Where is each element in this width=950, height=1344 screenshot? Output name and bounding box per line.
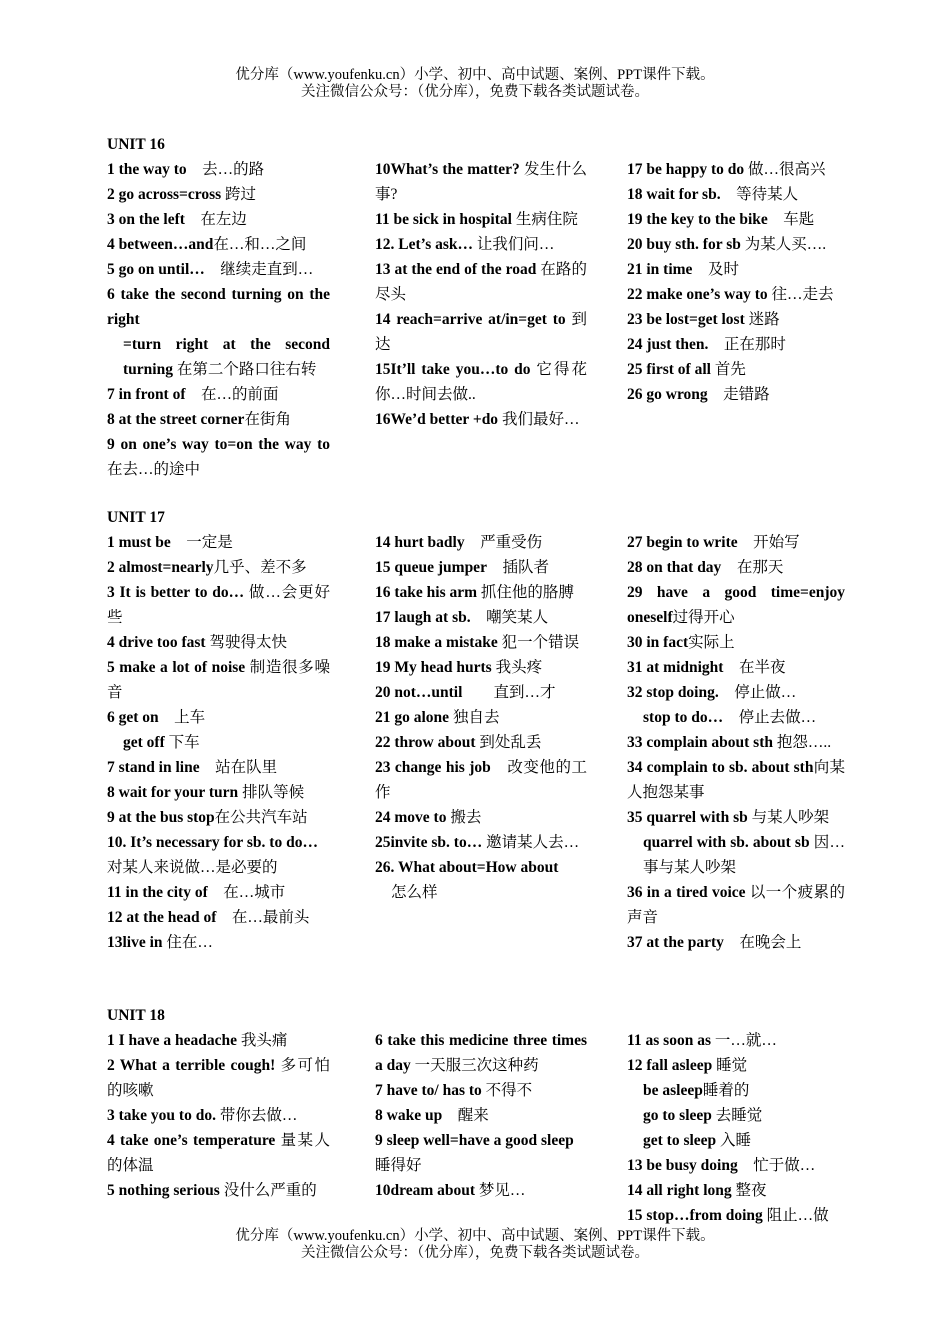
chinese-meaning: 一定是: [170, 534, 233, 551]
chinese-meaning: 做…很高兴: [744, 161, 826, 178]
vocab-entry: [107, 930, 330, 955]
chinese-meaning: 停止做…: [718, 684, 797, 701]
english-phrase: 34 complain to sb. about sth: [627, 759, 814, 776]
vocab-column: [375, 530, 587, 905]
english-phrase: 37 at the party: [627, 934, 724, 951]
english-phrase: 31 at midnight: [627, 659, 724, 676]
chinese-meaning: 阻止…做: [762, 1207, 829, 1224]
vocab-entry: [627, 705, 845, 730]
vocab-entry: [627, 680, 845, 705]
vocab-column: [627, 1028, 845, 1228]
english-phrase: 17 be happy to do: [627, 161, 745, 178]
vocab-entry: [107, 555, 330, 580]
chinese-meaning: 做…会更好些: [107, 584, 330, 626]
footer-line-1: 优分库（www.youfenku.cn）小学、初中、高中试题、案例、PPT课件下载。: [235, 1228, 715, 1244]
vocab-entry: [107, 232, 330, 257]
english-phrase: 16 take his arm: [375, 584, 478, 601]
english-phrase: 22 make one’s way to: [627, 286, 768, 303]
chinese-meaning: 不得不: [481, 1082, 533, 1099]
vocab-entry: [627, 1153, 845, 1178]
vocab-entry: [107, 1103, 330, 1128]
header-line-2: 关注微信公众号：（优分库），免费下载各类试题试卷。: [301, 84, 649, 100]
vocab-entry: [375, 705, 587, 730]
chinese-meaning: 邀请某人去…: [482, 834, 580, 851]
vocab-entry: [107, 1053, 330, 1103]
english-phrase: 17 laugh at sb.: [375, 609, 471, 626]
vocab-entry: [627, 1053, 845, 1078]
vocab-entry: [107, 1178, 330, 1203]
chinese-meaning: 带你去做…: [215, 1107, 298, 1124]
english-phrase: 11 in the city of: [107, 884, 208, 901]
chinese-meaning: 继续走直到…: [204, 261, 314, 278]
chinese-meaning: 睡得好: [375, 1132, 590, 1174]
vocab-entry: [375, 730, 587, 755]
chinese-meaning: 睡觉: [712, 1057, 748, 1074]
vocab-entry: [627, 1103, 845, 1128]
vocab-entry: [107, 432, 330, 482]
vocab-entry: [375, 207, 587, 232]
chinese-meaning: 在公共汽车站: [214, 809, 308, 826]
vocab-entry: [107, 655, 330, 705]
english-phrase: 15It’ll take you…to do: [375, 361, 531, 378]
chinese-meaning: 搬去: [446, 809, 482, 826]
vocab-entry: [107, 830, 334, 880]
chinese-meaning: 发生什么事?: [375, 161, 587, 203]
english-phrase: 13live in: [107, 934, 163, 951]
english-phrase: 29 have a good time=enjoy oneself: [627, 584, 845, 626]
english-phrase: 22 throw about: [375, 734, 476, 751]
english-phrase: 26 go wrong: [627, 386, 708, 403]
vocab-entry: [627, 880, 845, 930]
english-phrase: 13 be busy doing: [627, 1157, 738, 1174]
vocab-entry: [107, 182, 330, 207]
chinese-meaning: 以一个疲累的声音: [627, 884, 845, 926]
chinese-meaning: 在…的前面: [185, 386, 279, 403]
english-phrase: 2 What a terrible cough!: [107, 1057, 276, 1074]
english-phrase: 9 sleep well=have a good sleep: [375, 1132, 574, 1149]
vocab-entry: [627, 357, 845, 382]
vocab-entry: [627, 1203, 845, 1228]
vocab-entry: [375, 855, 587, 880]
vocab-column: [107, 157, 330, 482]
vocab-entry: [375, 357, 587, 407]
vocab-entry: [627, 530, 845, 555]
vocab-entry: [627, 630, 845, 655]
chinese-meaning: 车匙: [767, 211, 815, 228]
vocab-entry: [107, 1128, 330, 1178]
chinese-meaning: 量某人的体温: [107, 1132, 330, 1174]
english-phrase: 14 reach=arrive at/in=get to: [375, 311, 566, 328]
english-phrase: 7 stand in line: [107, 759, 200, 776]
chinese-meaning: 独自去: [449, 709, 500, 726]
vocab-entry: [107, 1028, 330, 1053]
chinese-meaning: 抱怨…..: [773, 734, 832, 751]
english-phrase: 8 wait for your turn: [107, 784, 239, 801]
chinese-meaning: 制造很多噪音: [107, 659, 330, 701]
chinese-meaning: 插队者: [486, 559, 549, 576]
vocab-entry: [375, 830, 587, 855]
vocab-entry: [107, 157, 330, 182]
chinese-meaning: 到达: [375, 311, 587, 353]
chinese-meaning: 在晚会上: [723, 934, 802, 951]
english-phrase: go to sleep: [643, 1107, 712, 1124]
chinese-meaning: 上车: [158, 709, 206, 726]
english-phrase: 32 stop doing.: [627, 684, 719, 701]
vocab-column: [107, 530, 334, 955]
english-phrase: 36 in a tired voice: [627, 884, 746, 901]
vocab-entry: [375, 1078, 587, 1103]
chinese-meaning: 生病住院: [511, 211, 578, 228]
english-phrase: 13 at the end of the road: [375, 261, 537, 278]
english-phrase: 3 on the left: [107, 211, 185, 228]
vocab-entry: [375, 630, 587, 655]
unit-section: [107, 1003, 867, 1224]
vocab-entry: [375, 232, 587, 257]
vocab-entry: [375, 1028, 587, 1078]
vocab-entry: [375, 805, 587, 830]
chinese-meaning: 住在…: [162, 934, 213, 951]
vocab-entry: [375, 257, 587, 307]
vocab-entry: [107, 282, 330, 332]
chinese-meaning: 在…城市: [207, 884, 286, 901]
chinese-meaning: 多可怕的咳嗽: [107, 1057, 330, 1099]
vocab-entry: [107, 755, 330, 780]
chinese-meaning: 等待某人: [720, 186, 799, 203]
chinese-meaning: 我头疼: [491, 659, 543, 676]
vocab-entry: [375, 1178, 587, 1203]
english-phrase: get off: [123, 734, 165, 751]
chinese-meaning: 忙于做…: [737, 1157, 816, 1174]
chinese-meaning: 在那天: [721, 559, 784, 576]
english-phrase: 9 at the bus stop: [107, 809, 215, 826]
vocab-entry: [627, 805, 845, 830]
vocab-entry: [627, 1178, 845, 1203]
vocab-column: [627, 530, 845, 955]
vocab-entry: [375, 580, 587, 605]
unit-title: UNIT 18: [107, 1007, 165, 1024]
vocab-entry: [375, 680, 587, 705]
chinese-meaning: 因…事与某人吵架: [643, 834, 845, 876]
chinese-meaning: 下车: [164, 734, 200, 751]
english-phrase: 12. Let’s ask…: [375, 236, 474, 253]
chinese-meaning: 在路的尽头: [375, 261, 587, 303]
english-phrase: 4 drive too fast: [107, 634, 206, 651]
vocab-entry: [107, 382, 330, 407]
chinese-meaning: 排队等候: [238, 784, 305, 801]
chinese-meaning: 在半夜: [723, 659, 786, 676]
vocab-entry: [627, 1078, 845, 1103]
chinese-meaning: 梦见…: [475, 1182, 526, 1199]
english-phrase: 15 queue jumper: [375, 559, 487, 576]
chinese-meaning: 醒来: [442, 1107, 489, 1124]
chinese-meaning: 抓住他的胳膊: [477, 584, 574, 601]
chinese-meaning: 首先: [710, 361, 746, 378]
vocab-entry: [627, 730, 845, 755]
vocab-entry: [107, 780, 330, 805]
vocab-entry: [375, 655, 587, 680]
english-phrase: 18 make a mistake: [375, 634, 498, 651]
english-phrase: be asleep: [643, 1082, 703, 1099]
english-phrase: 25 first of all: [627, 361, 711, 378]
vocab-entry: [375, 880, 587, 905]
english-phrase: 3 take you to do.: [107, 1107, 216, 1124]
chinese-meaning: 没什么严重的: [219, 1182, 317, 1199]
vocab-entry: [107, 332, 330, 382]
chinese-meaning: 与某人吵架: [747, 809, 830, 826]
page-footer: [0, 1228, 950, 1262]
english-phrase: 24 move to: [375, 809, 447, 826]
english-phrase: 12 at the head of: [107, 909, 217, 926]
vocab-entry: [107, 805, 330, 830]
english-phrase: 16We’d better +do: [375, 411, 499, 428]
english-phrase: 4 take one’s temperature: [107, 1132, 276, 1149]
chinese-meaning: 停止去做…: [723, 709, 817, 726]
chinese-meaning: 到处乱丢: [475, 734, 542, 751]
chinese-meaning: 我头痛: [237, 1032, 288, 1049]
english-phrase: 23 change his job: [375, 759, 491, 776]
english-phrase: 9 on one’s way to=on the way to: [107, 436, 330, 453]
vocab-column: [627, 157, 845, 407]
vocab-entry: [375, 307, 587, 357]
chinese-meaning: 跨过: [221, 186, 257, 203]
english-phrase: 19 the key to the bike: [627, 211, 768, 228]
chinese-meaning: 过得开心: [672, 609, 735, 626]
vocab-column: [375, 157, 587, 432]
english-phrase: 30 in fact: [627, 634, 689, 651]
english-phrase: 7 have to/ has to: [375, 1082, 482, 1099]
vocab-entry: [107, 530, 330, 555]
chinese-meaning: 犯一个错误: [497, 634, 580, 651]
chinese-meaning: 它得花你…时间去做..: [375, 361, 587, 403]
chinese-meaning: 几乎、差不多: [213, 559, 307, 576]
english-phrase: 10What’s the matter?: [375, 161, 520, 178]
vocab-entry: [627, 282, 845, 307]
vocab-entry: [107, 407, 330, 432]
chinese-meaning: 去睡觉: [711, 1107, 763, 1124]
vocab-entry: [627, 157, 845, 182]
english-phrase: 28 on that day: [627, 559, 722, 576]
english-phrase: 7 in front of: [107, 386, 186, 403]
header-line-1: 优分库（www.youfenku.cn）小学、初中、高中试题、案例、PPT课件下载。: [235, 67, 715, 83]
vocab-entry: [627, 755, 845, 805]
vocab-entry: [627, 307, 845, 332]
unit-section: [107, 132, 867, 478]
english-phrase: 33 complain about sth: [627, 734, 773, 751]
english-phrase: 24 just then.: [627, 336, 709, 353]
english-phrase: 5 go on until…: [107, 261, 205, 278]
english-phrase: 14 hurt badly: [375, 534, 465, 551]
english-phrase: 5 nothing serious: [107, 1182, 220, 1199]
chinese-meaning: 在…最前头: [216, 909, 310, 926]
chinese-meaning: 让我们问…: [473, 236, 555, 253]
vocab-entry: [627, 182, 845, 207]
vocab-entry: [627, 1128, 845, 1153]
chinese-meaning: 去…的路: [186, 161, 265, 178]
vocab-entry: [627, 930, 845, 955]
chinese-meaning: 对某人来说做…是必要的: [107, 834, 334, 876]
vocab-column: [107, 1028, 330, 1203]
chinese-meaning: 我们最好…: [498, 411, 580, 428]
vocab-entry: [627, 655, 845, 680]
chinese-meaning: 站在队里: [199, 759, 278, 776]
chinese-meaning: 整夜: [731, 1182, 767, 1199]
english-phrase: 1 the way to: [107, 161, 187, 178]
chinese-meaning: 在左边: [184, 211, 247, 228]
english-phrase: stop to do…: [643, 709, 724, 726]
chinese-meaning: 睡着的: [702, 1082, 750, 1099]
english-phrase: 5 make a lot of noise: [107, 659, 246, 676]
unit-title: UNIT 16: [107, 136, 165, 153]
footer-line-2: 关注微信公众号：（优分库），免费下载各类试题试卷。: [301, 1245, 649, 1261]
english-phrase: 2 almost=nearly: [107, 559, 214, 576]
chinese-meaning: 向某人抱怨某事: [627, 759, 845, 801]
vocab-entry: [375, 605, 587, 630]
english-phrase: 3 It is better to do…: [107, 584, 245, 601]
english-phrase: 19 My head hurts: [375, 659, 492, 676]
chinese-meaning: 一天服三次这种药: [410, 1057, 539, 1074]
english-phrase: 12 fall asleep: [627, 1057, 713, 1074]
english-phrase: 27 begin to write: [627, 534, 738, 551]
vocab-entry: [107, 207, 330, 232]
chinese-meaning: 迷路: [744, 311, 780, 328]
english-phrase: 20 not…until: [375, 684, 463, 701]
english-phrase: 2 go across=cross: [107, 186, 222, 203]
vocab-entry: [375, 530, 587, 555]
vocab-entry: [375, 555, 587, 580]
vocab-entry: [107, 257, 330, 282]
english-phrase: 18 wait for sb.: [627, 186, 721, 203]
vocab-entry: [375, 755, 587, 805]
english-phrase: 15 stop…from doing: [627, 1207, 763, 1224]
vocab-entry: [627, 207, 845, 232]
chinese-meaning: 怎么样: [391, 884, 438, 901]
chinese-meaning: 往…走去: [767, 286, 834, 303]
chinese-meaning: 正在那时: [708, 336, 786, 353]
english-phrase: 35 quarrel with sb: [627, 809, 748, 826]
chinese-meaning: 一…就…: [711, 1032, 777, 1049]
english-phrase: 8 at the street corner: [107, 411, 245, 428]
english-phrase: 1 I have a headache: [107, 1032, 238, 1049]
chinese-meaning: 开始写: [737, 534, 800, 551]
english-phrase: 11 as soon as: [627, 1032, 711, 1049]
vocab-column: [375, 1028, 590, 1203]
chinese-meaning: 驾驶得太快: [205, 634, 287, 651]
english-phrase: 20 buy sth. for sb: [627, 236, 741, 253]
english-phrase: 8 wake up: [375, 1107, 443, 1124]
vocab-entry: [107, 630, 330, 655]
vocab-entry: [375, 1128, 590, 1178]
english-phrase: get to sleep: [643, 1132, 717, 1149]
vocab-entry: [627, 1028, 845, 1053]
chinese-meaning: 为某人买….: [740, 236, 827, 253]
english-phrase: 14 all right long: [627, 1182, 732, 1199]
vocab-entry: [627, 332, 845, 357]
vocab-entry: [627, 830, 845, 880]
english-phrase: 21 in time: [627, 261, 693, 278]
vocab-entry: [375, 407, 587, 432]
english-phrase: 4 between…and: [107, 236, 214, 253]
english-phrase: 10. It’s necessary for sb. to do…: [107, 834, 318, 851]
vocab-entry: [627, 580, 845, 630]
chinese-meaning: 实际上: [688, 634, 735, 651]
english-phrase: quarrel with sb. about sb: [643, 834, 810, 851]
english-phrase: 6 take the second turning on the right: [107, 286, 330, 328]
vocab-entry: [627, 555, 845, 580]
chinese-meaning: 严重受伤: [464, 534, 543, 551]
english-phrase: 21 go alone: [375, 709, 450, 726]
english-phrase: 26. What about=How about: [375, 859, 559, 876]
chinese-meaning: 嘲笑某人: [470, 609, 549, 626]
chinese-meaning: 入睡: [716, 1132, 752, 1149]
english-phrase: 11 be sick in hospital: [375, 211, 512, 228]
chinese-meaning: 在…和…之间: [213, 236, 307, 253]
chinese-meaning: 在街角: [244, 411, 291, 428]
unit-section: [107, 505, 867, 951]
vocab-entry: [107, 580, 330, 630]
vocab-entry: [375, 1103, 587, 1128]
vocab-entry: [107, 730, 330, 755]
page-header: [0, 67, 950, 101]
english-phrase: 25invite sb. to…: [375, 834, 483, 851]
chinese-meaning: 在第二个路口往右转: [172, 361, 317, 378]
english-phrase: 6 get on: [107, 709, 159, 726]
vocab-entry: [107, 705, 330, 730]
english-phrase: 10dream about: [375, 1182, 476, 1199]
chinese-meaning: 改变他的工作: [375, 759, 587, 801]
chinese-meaning: 直到…才: [462, 684, 556, 701]
english-phrase: =turn right at the second turning: [123, 336, 330, 378]
unit-title: UNIT 17: [107, 509, 165, 526]
vocab-entry: [107, 905, 330, 930]
vocab-entry: [627, 382, 845, 407]
english-phrase: 1 must be: [107, 534, 171, 551]
vocab-entry: [107, 880, 330, 905]
vocab-entry: [627, 232, 845, 257]
english-phrase: 23 be lost=get lost: [627, 311, 745, 328]
vocab-entry: [375, 157, 587, 207]
chinese-meaning: 在去…的途中: [107, 461, 201, 478]
vocab-entry: [627, 257, 845, 282]
chinese-meaning: 及时: [692, 261, 739, 278]
chinese-meaning: 走错路: [707, 386, 770, 403]
english-phrase: 6 take this medicine three times a day: [375, 1032, 587, 1074]
